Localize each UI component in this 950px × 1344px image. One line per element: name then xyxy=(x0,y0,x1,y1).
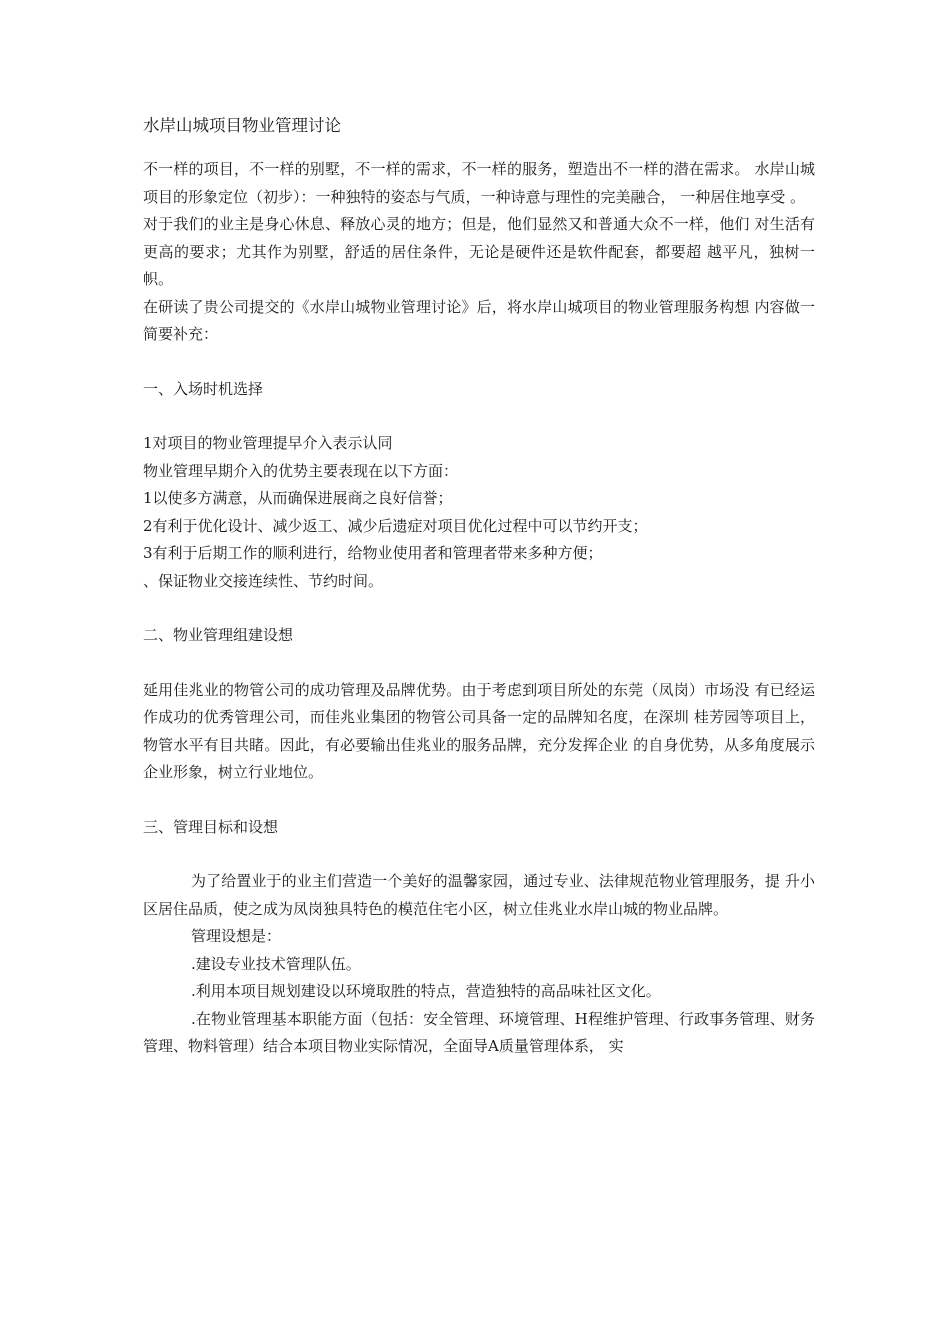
section-3-body: 为了给置业于的业主们营造一个美好的温馨家园，通过专业、法律规范物业管理服务，提 升小区居住品质，使之成为凤岗独具特色的模范住宅小区，树立佳兆业水岸山城的物业品牌。 xyxy=(143,872,815,918)
section-1-line: 物业管理早期介入的优势主要表现在以下方面： xyxy=(143,461,459,480)
intro-paragraph-2: 对于我们的业主是身心休息、释放心灵的地方；但是，他们显然又和普通大众不一样，他们 对生活有更高的要求；尤其作为别墅，舒适的居住条件，无论是硬件还是软件配套，都要超 越平凡，独树一帜。 xyxy=(143,215,815,288)
section-2-heading: 二、物业管理组建设想 xyxy=(143,626,294,644)
intro-paragraph-1: 不一样的项目，不一样的别墅，不一样的需求，不一样的服务，塑造出不一样的潜在需求。 水岸山城项目的形象定位（初步）：一种独特的姿态与气质，一种诗意与理性的完美融合， 一种居住地享受 。 xyxy=(143,160,815,206)
spacer xyxy=(143,787,815,814)
spacer xyxy=(143,650,815,677)
section-2-body: 延用佳兆业的物管公司的成功管理及品牌优势。由于考虑到项目所处的东莞（凤岗）市场没 有已经运作成功的优秀管理公司，而佳兆业集团的物管公司具备一定的品牌知名度，在深圳 桂芳园等项目上，物管水平有目共睹。因此，有必要输出佳兆业的服务品牌，充分发挥企业 的自身优势，从多角度展示企业形象，树立行业地位。 xyxy=(143,680,815,781)
section-3-item: .在物业管理基本职能方面（包括：安全管理、环境管理、H程维护管理、行政事务管理、财务管理、物料管理）结合本项目物业实际情况，全面导A质量管理体系， 实 xyxy=(143,1009,815,1055)
section-1-line: 1以使多方满意，从而确保进展商之良好信誉； xyxy=(143,489,453,507)
document-page xyxy=(143,112,815,1061)
section-3-heading: 三、管理目标和设想 xyxy=(143,817,279,836)
intro-paragraph-3: 在研读了贵公司提交的《水岸山城物业管理讨论》后，将水岸山城项目的物业管理服务构想 内容做一简要补充： xyxy=(143,297,815,343)
section-1-line: 1对项目的物业管理提早介入表示认同 xyxy=(143,434,393,452)
spacer xyxy=(143,403,815,430)
section-3-item: .利用本项目规划建设以环境取胜的特点，营造独特的高品味社区文化。 xyxy=(191,982,661,1000)
document-title: 水岸山城项目物业管理讨论 xyxy=(143,116,341,135)
section-1-line: 、保证物业交接连续性、节约时间。 xyxy=(143,571,384,590)
spacer xyxy=(143,349,815,376)
section-1-line: 3有利于后期工作的顺利进行，给物业使用者和管理者带来多种方便； xyxy=(143,544,603,562)
section-1-line: 2有利于优化设计、减少返工、减少后遗症对项目优化过程中可以节约开支； xyxy=(143,516,648,535)
section-3-plan-label: 管理设想是： xyxy=(191,927,282,945)
spacer xyxy=(143,841,815,868)
spacer xyxy=(143,595,815,622)
section-1-heading: 一、入场时机选择 xyxy=(143,379,264,398)
section-3-item: .建设专业技术管理队伍。 xyxy=(191,954,361,973)
